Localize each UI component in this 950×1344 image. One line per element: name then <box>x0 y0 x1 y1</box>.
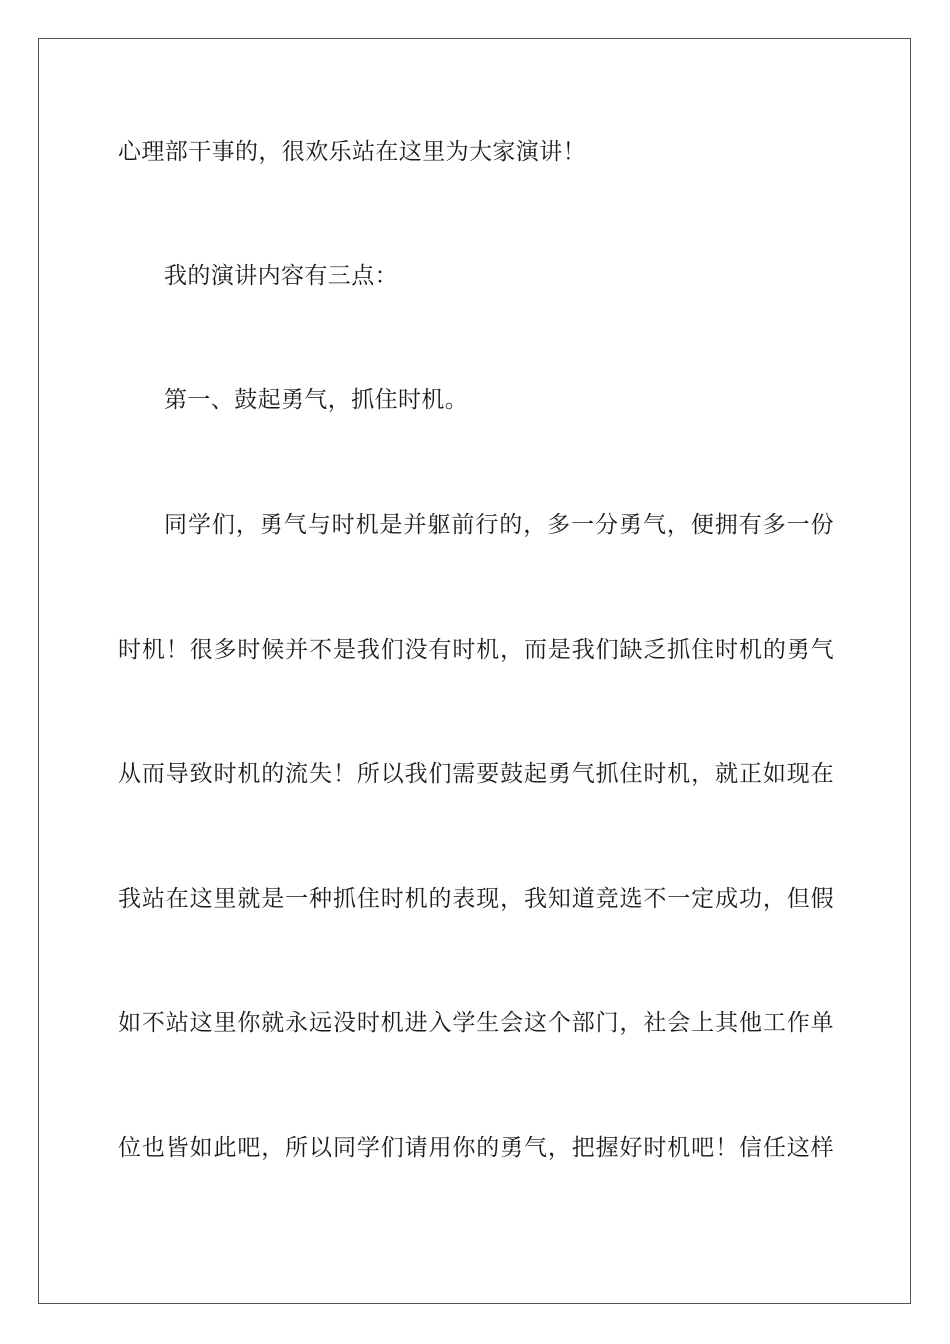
text-line: 如不站这里你就永远没时机进入学生会这个部门，社会上其他工作单 <box>118 1010 834 1036</box>
document-page <box>38 38 911 1304</box>
text-line: 同学们，勇气与时机是并躯前行的，多一分勇气，便拥有多一份 <box>164 512 834 538</box>
text-line: 我的演讲内容有三点： <box>164 263 398 289</box>
text-line: 心理部干事的，很欢乐站在这里为大家演讲！ <box>118 139 586 165</box>
text-line: 位也皆如此吧，所以同学们请用你的勇气，把握好时机吧！信任这样 <box>118 1135 834 1161</box>
text-line: 时机！很多时候并不是我们没有时机，而是我们缺乏抓住时机的勇气 <box>118 637 834 663</box>
text-line: 我站在这里就是一种抓住时机的表现，我知道竞选不一定成功，但假 <box>118 886 834 912</box>
text-line: 从而导致时机的流失！所以我们需要鼓起勇气抓住时机，就正如现在 <box>118 761 834 787</box>
text-line: 第一、鼓起勇气，抓住时机。 <box>164 387 469 413</box>
